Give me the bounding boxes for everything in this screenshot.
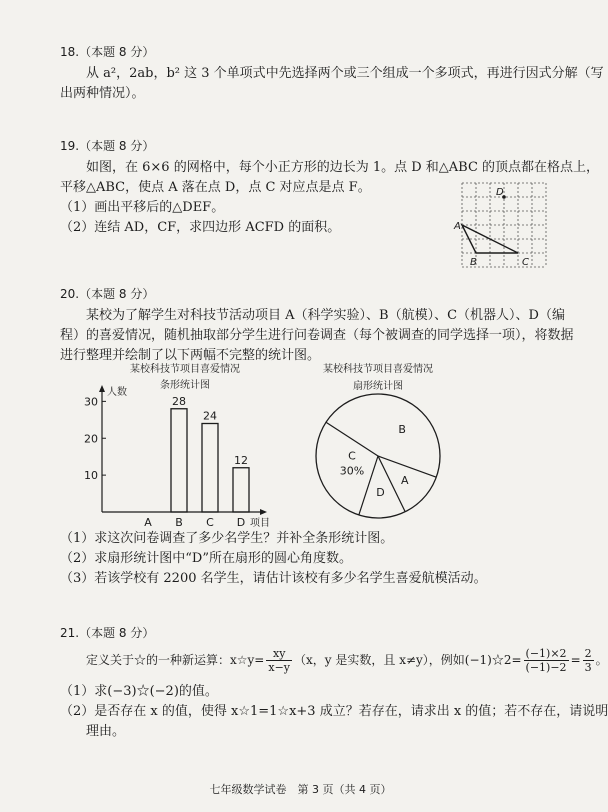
y-tick-label: 30 (84, 395, 98, 409)
q19-line-2: 平移△ABC，使点 A 落在点 D，点 C 对应点是点 F。 (60, 180, 371, 195)
x-axis-label: 项目 (250, 518, 270, 529)
bar-chart-subtitle: 条形统计图 (160, 380, 210, 391)
pie-chart-subtitle: 扇形统计图 (353, 381, 403, 392)
q20-line-3: 进行整理并绘制了以下两幅不完整的统计图。 (60, 348, 321, 363)
q20-part-3: （3）若该学校有 2200 名学生，请估计该校有多少名学生喜爱航模活动。 (60, 571, 487, 586)
q21-part-2-cont: 理由。 (86, 724, 126, 739)
pie-label-A: A (400, 474, 409, 488)
q21-example-equals: = (570, 653, 581, 667)
pie-percent-C: 30% (339, 464, 365, 478)
q20-heading: 20.（本题 8 分） (60, 287, 155, 301)
y-tick-label: 20 (84, 432, 98, 446)
q21-def-prefix: 定义关于☆的一种新运算：x☆y= (86, 653, 265, 667)
q19-grid-figure (452, 175, 556, 273)
q21-part-2: （2）是否存在 x 的值，使得 x☆1=1☆x+3 成立？若存在，请求出 x 的值；若不存在，请说明 (60, 704, 608, 719)
category-label: C (206, 516, 214, 529)
q18-line-1: 从 a²，2ab，b² 这 3 个单项式中先选择两个或三个组成一个多项式，再进行因式分解（写 (86, 66, 604, 81)
q21-part-1: （1）求(−3)☆(−2)的值。 (60, 684, 218, 699)
bar-value-label: 24 (203, 409, 217, 423)
q19-line-1: 如图，在 6×6 的网格中，每个小正方形的边长为 1。点 D 和△ABC 的顶点都在格点上， (86, 160, 600, 175)
q21-example-end: 。 (595, 653, 608, 667)
q19-part-1: （1）画出平移后的△DEF。 (60, 200, 225, 215)
bar-D (233, 468, 249, 512)
q21-result-denominator: 3 (584, 661, 592, 674)
q20-line-1: 某校为了解学生对科技节活动项目 A（科学实验）、B（航模）、C（机器人）、D（编 (86, 308, 565, 323)
q20-line-2: 程）的喜爱情况，随机抽取部分学生进行问卷调查（每个被调查的同学选择一项），将数据 (60, 328, 574, 343)
pie-label-C: C (348, 449, 356, 463)
q21-example-fraction (524, 647, 569, 674)
q20-part-1: （1）求这次问卷调查了多少名学生？并补全条形统计图。 (60, 531, 394, 546)
bar-chart (70, 356, 300, 530)
bar-C (202, 424, 218, 513)
pie-label-D: D (376, 485, 385, 499)
category-label: A (144, 516, 152, 529)
q21-heading: 21.（本题 8 分） (60, 626, 155, 640)
q21-def-denominator: x−y (268, 661, 291, 674)
label-d: D (496, 187, 504, 198)
q21-def-middle: （x，y 是实数，且 x≠y），例如(−1)☆2= (294, 653, 522, 667)
bar-value-label: 28 (172, 394, 186, 408)
pie-chart (300, 360, 470, 526)
q19-part-2: （2）连结 AD，CF，求四边形 ACFD 的面积。 (60, 220, 341, 235)
label-c: C (522, 257, 529, 268)
bar-B (171, 409, 187, 512)
label-a: A (454, 221, 461, 232)
y-tick-label: 10 (84, 469, 98, 483)
category-label: B (175, 516, 183, 529)
q21-def-fraction (266, 647, 292, 674)
q21-definition (86, 640, 608, 680)
y-axis-arrow (99, 385, 105, 392)
q18-line-2: 出两种情况）。 (60, 86, 145, 101)
q21-result-fraction (583, 647, 594, 674)
bar-value-label: 12 (234, 453, 248, 467)
label-b: B (470, 257, 477, 268)
page-footer: 七年级数学试卷 第 3 页（共 4 页） (209, 783, 392, 796)
q21-result-numerator: 2 (584, 647, 592, 660)
bar-chart-title: 某校科技节项目喜爱情况 (130, 364, 240, 375)
y-axis-label: 人数 (107, 387, 127, 398)
q21-example-numerator: (−1)×2 (525, 647, 567, 660)
q21-def-numerator: xy (266, 647, 292, 661)
x-axis-arrow (260, 509, 267, 515)
q21-example-denominator: (−1)−2 (525, 661, 567, 674)
q20-part-2: （2）求扇形统计图中“D”所在扇形的圆心角度数。 (60, 551, 352, 566)
q19-heading: 19.（本题 8 分） (60, 139, 155, 153)
q18-heading: 18.（本题 8 分） (60, 45, 155, 59)
pie-label-B: B (398, 423, 406, 437)
category-label: D (236, 516, 246, 529)
pie-chart-title: 某校科技节项目喜爱情况 (323, 364, 433, 375)
